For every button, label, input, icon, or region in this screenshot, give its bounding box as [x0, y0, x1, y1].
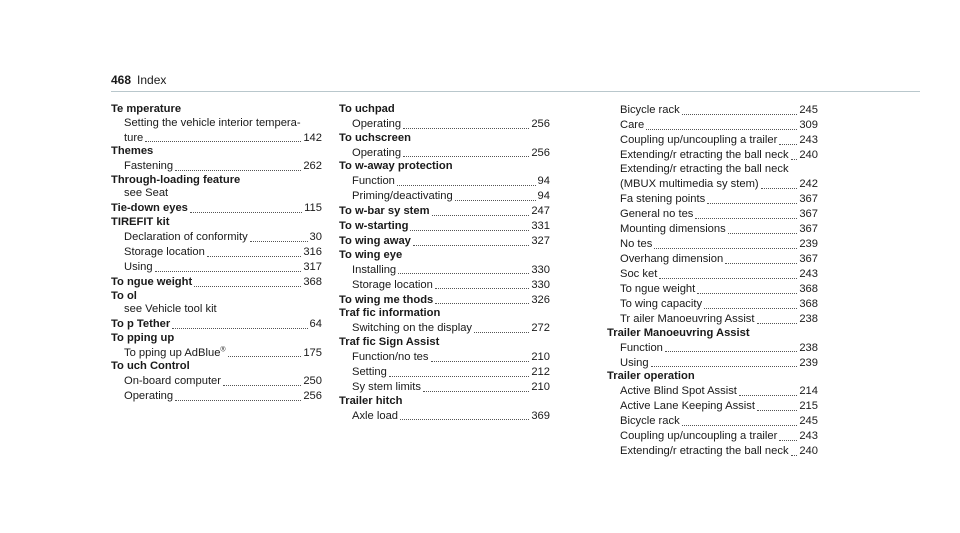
dot-leader	[228, 345, 302, 357]
dot-leader	[398, 262, 529, 274]
index-subentry[interactable]	[620, 282, 818, 297]
page-reference: 272	[531, 322, 550, 335]
index-term: Themes	[111, 145, 154, 158]
header-divider	[111, 91, 920, 92]
dot-leader	[423, 380, 529, 392]
page-reference: 330	[531, 263, 550, 276]
dot-leader	[779, 429, 797, 441]
index-subentry: see Vehicle tool kit	[124, 303, 217, 316]
index-subentry[interactable]	[352, 380, 550, 395]
entry-label: To wing capacity	[620, 298, 703, 310]
page-reference: 212	[531, 365, 550, 378]
page-reference: 240	[799, 445, 818, 458]
entry-label: Declaration of conformity	[124, 230, 248, 243]
dot-leader	[403, 145, 529, 157]
index-subentry[interactable]	[352, 145, 550, 160]
entry-label: Bicycle rack	[620, 415, 680, 428]
index-term: To uch Control	[111, 360, 190, 373]
entry-label: Function	[352, 175, 395, 188]
index-term: Trailer Manoeuvring Assist	[607, 326, 750, 339]
dot-leader	[432, 204, 530, 216]
page-reference: 327	[531, 235, 550, 248]
index-subentry[interactable]	[620, 252, 818, 267]
page-reference: 115	[304, 202, 322, 215]
entry-label: Sy stem limits	[352, 380, 421, 393]
dot-leader	[757, 312, 798, 324]
page-reference: 142	[303, 131, 322, 144]
page-reference: 262	[303, 160, 322, 173]
page-reference: 368	[799, 298, 818, 310]
page-reference: 256	[303, 390, 322, 403]
entry-label: Soc ket	[620, 268, 658, 280]
dot-leader	[145, 130, 301, 142]
index-subentry[interactable]	[352, 174, 550, 189]
index-subentry[interactable]	[620, 207, 818, 222]
index-term-entry[interactable]	[111, 275, 322, 290]
index-term: Trailer hitch	[339, 394, 403, 407]
page-reference: 309	[799, 119, 818, 132]
dot-leader	[155, 260, 302, 272]
dot-leader	[725, 252, 797, 264]
index-subentry[interactable]	[620, 414, 818, 429]
dot-leader	[175, 159, 301, 171]
dot-leader	[659, 267, 797, 279]
page-reference: 243	[799, 268, 818, 280]
registered-mark: ®	[220, 346, 226, 354]
index-subentry[interactable]	[352, 117, 550, 132]
entry-label: To ngue weight	[620, 283, 696, 295]
index-subentry[interactable]	[620, 340, 818, 355]
dot-leader	[403, 117, 529, 129]
page-reference: 247	[531, 205, 550, 218]
page-reference: 242	[799, 178, 818, 190]
page-reference: 94	[537, 175, 550, 188]
index-term: To w-away protection	[339, 160, 453, 173]
page-reference: 214	[799, 385, 818, 398]
page-reference: 238	[799, 313, 818, 325]
dot-leader	[207, 245, 301, 257]
index-column-3	[607, 103, 818, 459]
index-term-entry[interactable]	[111, 201, 322, 216]
index-term: Through-loading feature	[111, 173, 241, 186]
page-reference: 240	[799, 149, 818, 162]
index-subentry: Setting the vehicle interior tempera-	[124, 116, 301, 129]
page-reference: 239	[799, 238, 818, 250]
dot-leader	[682, 414, 798, 426]
dot-leader	[389, 365, 529, 377]
index-subentry[interactable]	[620, 355, 818, 370]
entry-label: Operating	[124, 390, 174, 403]
entry-label: Using	[620, 356, 649, 369]
index-term-entry[interactable]	[339, 234, 550, 249]
index-subentry[interactable]	[620, 444, 818, 459]
dot-leader	[435, 292, 529, 304]
entry-label: Priming/deactivating	[352, 190, 453, 203]
index-term: To ol	[111, 289, 137, 302]
dot-leader	[697, 282, 797, 294]
index-subentry[interactable]	[620, 312, 818, 327]
index-subentry[interactable]	[352, 365, 550, 380]
page-reference: 367	[799, 208, 818, 220]
entry-label: Storage location	[124, 245, 205, 258]
index-column-2	[339, 103, 550, 423]
index-subentry[interactable]	[124, 260, 322, 275]
index-subentry[interactable]	[620, 222, 818, 237]
entry-label: Bicycle rack	[620, 104, 680, 117]
entry-label: Switching on the display	[352, 322, 473, 335]
entry-label: Tr ailer Manoeuvring Assist	[620, 313, 755, 325]
page-reference: 256	[531, 118, 550, 130]
index-term: To uchpad	[339, 103, 395, 115]
entry-label: ture	[124, 131, 144, 144]
page-reference: 367	[799, 223, 818, 235]
index-term: Traf fic Sign Assist	[339, 335, 440, 348]
dot-leader	[728, 222, 798, 234]
index-subentry[interactable]	[620, 133, 818, 148]
entry-label: To pping up AdBlue®	[124, 346, 226, 359]
dot-leader	[474, 321, 529, 333]
dot-leader	[704, 297, 797, 309]
index-subentry[interactable]	[620, 399, 818, 414]
entry-label: Operating	[352, 146, 402, 159]
index-subentry[interactable]	[620, 384, 818, 399]
entry-label: Function	[620, 341, 663, 354]
index-subentry[interactable]	[620, 237, 818, 252]
dot-leader	[223, 374, 301, 386]
entry-label: To ngue weight	[111, 275, 193, 288]
index-subentry[interactable]	[620, 429, 818, 444]
dot-leader	[695, 207, 797, 219]
dot-leader	[455, 189, 536, 201]
index-column-1	[111, 103, 322, 404]
page-reference: 30	[309, 230, 322, 243]
index-subentry[interactable]	[124, 389, 322, 404]
dot-leader	[707, 192, 797, 204]
entry-label: Fastening	[124, 160, 174, 173]
entry-label: Axle load	[352, 409, 399, 422]
dot-leader	[400, 408, 529, 420]
dot-leader	[654, 237, 797, 249]
index-subentry[interactable]	[124, 374, 322, 389]
entry-label: Fa stening points	[620, 193, 706, 205]
index-term: TIREFIT kit	[111, 215, 170, 228]
dot-leader	[779, 133, 797, 145]
entry-label: Active Lane Keeping Assist	[620, 400, 755, 413]
entry-label: Extending/r etracting the ball neck	[620, 445, 789, 458]
entry-label: Using	[124, 260, 153, 273]
page-header	[111, 73, 166, 87]
page-reference: 368	[799, 283, 818, 295]
dot-leader	[190, 201, 302, 213]
index-term: To uchscreen	[339, 131, 411, 144]
page-reference: 245	[799, 415, 818, 428]
page-reference: 245	[799, 104, 818, 117]
index-subentry[interactable]	[620, 267, 818, 282]
entry-label: To wing away	[339, 235, 411, 248]
index-term-entry[interactable]	[111, 317, 322, 332]
page-number: 468	[111, 73, 132, 87]
dot-leader	[761, 177, 798, 189]
entry-label: Installing	[352, 263, 397, 276]
page-reference: 326	[531, 293, 550, 306]
entry-label: To w-bar sy stem	[339, 205, 430, 218]
dot-leader	[435, 277, 529, 289]
dot-leader	[739, 384, 797, 396]
entry-label: General no tes	[620, 208, 694, 220]
page-reference: 210	[531, 350, 550, 363]
page-reference: 243	[799, 430, 818, 443]
entry-label: Overhang dimension	[620, 253, 724, 265]
entry-label: Function/no tes	[352, 350, 429, 363]
entry-label: Coupling up/uncoupling a trailer	[620, 134, 778, 147]
section-title: Index	[137, 73, 167, 87]
index-subentry[interactable]	[620, 297, 818, 312]
dot-leader	[651, 355, 798, 367]
index-subentry[interactable]	[124, 159, 322, 174]
page-reference: 238	[799, 341, 818, 354]
page-reference: 250	[303, 375, 322, 388]
dot-leader	[665, 340, 797, 352]
index-subentry[interactable]	[352, 321, 550, 336]
dot-leader	[250, 230, 308, 242]
page-reference: 330	[531, 278, 550, 291]
dot-leader	[682, 103, 798, 115]
entry-label: Setting	[352, 365, 387, 378]
entry-label: (MBUX multimedia sy stem)	[620, 178, 759, 190]
index-term-entry[interactable]	[339, 204, 550, 219]
page-reference: 94	[537, 190, 550, 203]
entry-label: No tes	[620, 238, 653, 250]
index-subentry[interactable]	[620, 192, 818, 207]
entry-label: Active Blind Spot Assist	[620, 385, 737, 398]
index-subentry[interactable]	[620, 103, 818, 118]
index-subentry[interactable]	[352, 262, 550, 277]
index-term: Trailer operation	[607, 370, 695, 383]
dot-leader	[410, 219, 529, 231]
entry-label: Storage location	[352, 278, 433, 291]
page-reference: 64	[309, 318, 322, 331]
index-subentry[interactable]	[352, 189, 550, 204]
dot-leader	[413, 234, 529, 246]
page-reference: 331	[531, 220, 550, 233]
index-subentry[interactable]	[620, 177, 818, 192]
index-subentry[interactable]	[124, 345, 322, 360]
page-reference: 215	[799, 400, 818, 413]
index-subentry[interactable]	[352, 408, 550, 423]
entry-label: To p Tether	[111, 318, 171, 331]
index-subentry[interactable]	[124, 130, 322, 145]
entry-label: To wing me thods	[339, 293, 434, 306]
index-term-entry[interactable]	[339, 219, 550, 234]
page-reference: 175	[303, 346, 322, 359]
index-term: To wing eye	[339, 248, 403, 261]
entry-label: Extending/r etracting the ball neck	[620, 149, 789, 162]
dot-leader	[757, 399, 797, 411]
entry-label: Coupling up/uncoupling a trailer	[620, 430, 778, 443]
index-subentry[interactable]	[124, 230, 322, 245]
dot-leader	[431, 350, 530, 362]
entry-label: Mounting dimensions	[620, 223, 726, 235]
index-subentry: see Seat	[124, 187, 169, 200]
page-reference: 243	[799, 134, 818, 147]
page-reference: 317	[303, 260, 322, 273]
page-reference: 368	[303, 275, 322, 288]
dot-leader	[791, 148, 798, 160]
dot-leader	[397, 174, 536, 186]
index-term: Te mperature	[111, 103, 182, 115]
page-reference: 367	[799, 193, 818, 205]
page-reference: 256	[531, 146, 550, 159]
dot-leader	[172, 317, 307, 329]
index-term: To pping up	[111, 331, 175, 344]
entry-label: To w-starting	[339, 220, 409, 233]
dot-leader	[175, 389, 301, 401]
entry-label: On-board computer	[124, 375, 222, 388]
index-subentry[interactable]	[620, 148, 818, 163]
page-reference: 239	[799, 356, 818, 369]
index-subentry[interactable]	[620, 118, 818, 133]
page-reference: 210	[531, 380, 550, 393]
entry-label: Care	[620, 119, 645, 132]
page-reference: 367	[799, 253, 818, 265]
entry-label: Operating	[352, 118, 402, 130]
page-reference: 369	[531, 409, 550, 422]
page-reference: 316	[303, 245, 322, 258]
dot-leader	[194, 275, 301, 287]
dot-leader	[791, 444, 798, 456]
index-subentry[interactable]	[352, 277, 550, 292]
index-term-entry[interactable]	[339, 292, 550, 307]
dot-leader	[646, 118, 797, 130]
index-subentry[interactable]	[352, 350, 550, 365]
index-term: Traf fic information	[339, 307, 441, 320]
index-subentry[interactable]	[124, 245, 322, 260]
index-subentry: Extending/r etracting the ball neck	[620, 163, 789, 175]
entry-label: Tie-down eyes	[111, 202, 188, 215]
